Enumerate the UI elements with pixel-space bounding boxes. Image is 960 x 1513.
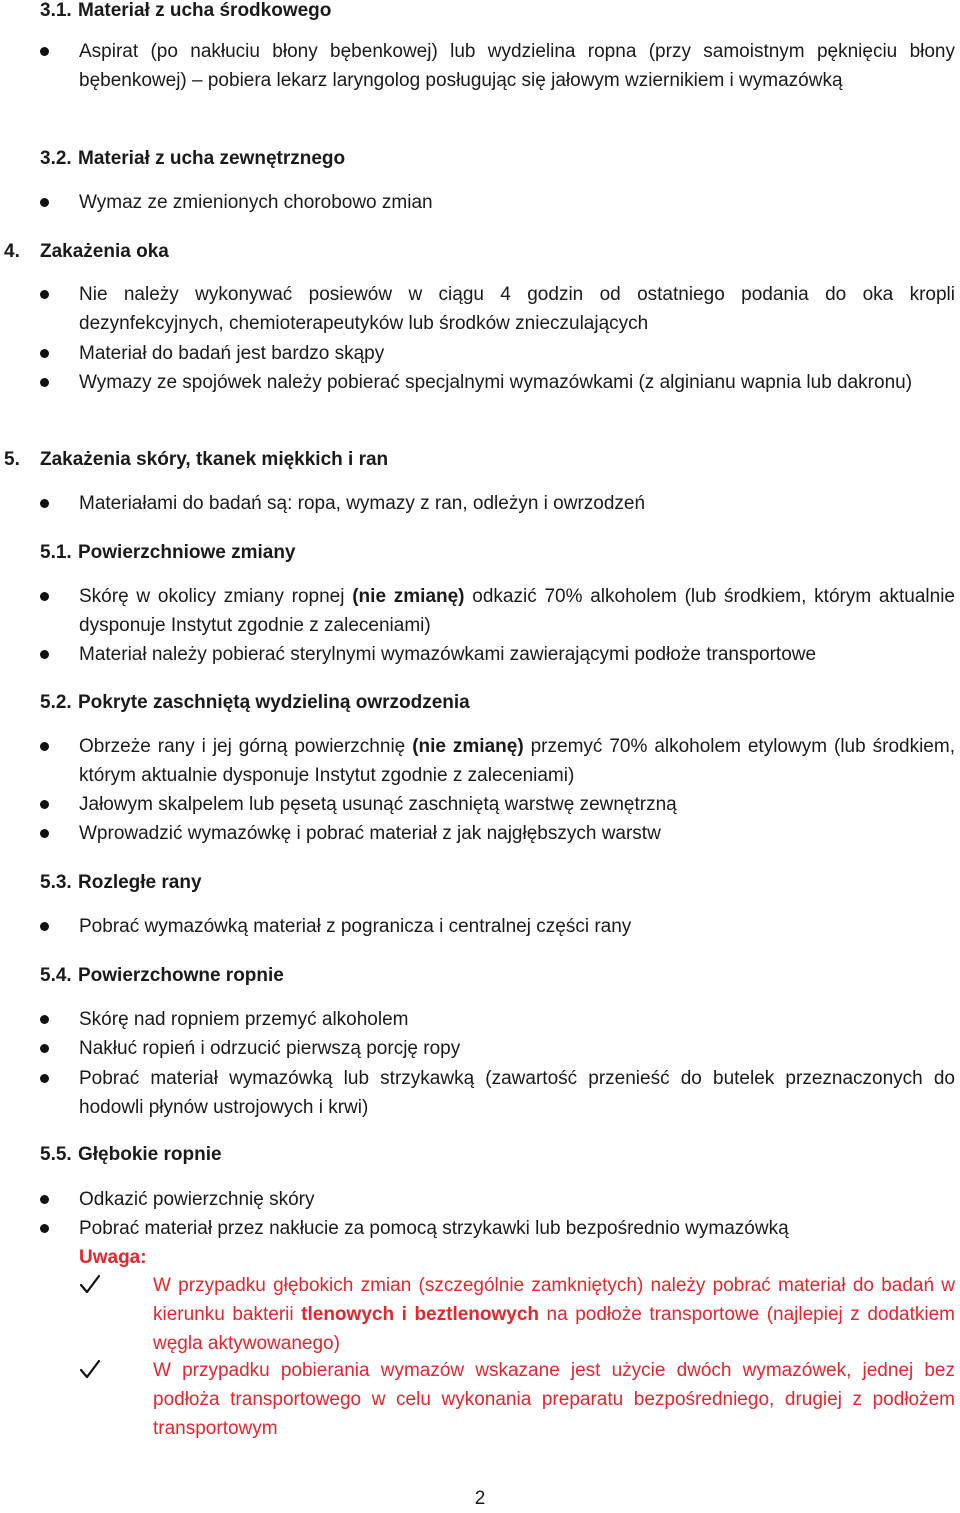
- list-item: Wymaz ze zmienionych chorobowo zmian: [79, 192, 433, 213]
- list-item: Skórę w okolicy zmiany ropnej (nie zmianę) odkazić 70% alkoholem (lub środkiem, którym aktualnie dysponuje Instytut zgodnie z zaleceniami): [79, 586, 955, 636]
- list-item: Nie należy wykonywać posiewów w ciągu 4 godzin od ostatniego podania do oka kropli dezynfekcyjnych, chemioterapeutyków lub środków znieczulających: [79, 284, 955, 334]
- bullet-icon: [40, 198, 49, 207]
- note-item: W przypadku pobierania wymazów wskazane jest użycie dwóch wymazówek, jednej bez podłoża transportowego w celu wykonania preparatu bezpośredniego, drugiej z podłożem transportowym: [153, 1360, 955, 1439]
- list-item: Materiałami do badań są: ropa, wymazy z ran, odleżyn i owrzodzeń: [79, 493, 646, 514]
- bullet-icon: [40, 829, 49, 838]
- bullet-icon: [40, 349, 49, 358]
- list-item: Wprowadzić wymazówkę i pobrać materiał z jak najgłębszych warstw: [79, 823, 661, 844]
- list-item: Aspirat (po nakłuciu błony bębenkowej) lub wydzielina ropna (przy samoistnym pęknięciu błony bębenkowej) – pobiera lekarz laryngolog posługując się jałowym wziernikiem i wymazówką: [79, 41, 955, 91]
- list-item: Pobrać materiał wymazówką lub strzykawką (zawartość przenieść do butelek przeznaczonych do hodowli płynów ustrojowych i krwi): [79, 1068, 955, 1118]
- bullet-icon: [40, 378, 49, 387]
- bullet-icon: [40, 1224, 49, 1233]
- heading-5: 5. Zakażenia skóry, tkanek miękkich i ran: [4, 449, 389, 470]
- bullet-icon: [40, 1015, 49, 1024]
- bullet-icon: [40, 592, 49, 601]
- list-item: Nakłuć ropień i odrzucić pierwszą porcję ropy: [79, 1038, 461, 1059]
- list-item: Materiał należy pobierać sterylnymi wymazówkami zawierającymi podłoże transportowe: [79, 644, 817, 665]
- list-item: Skórę nad ropniem przemyć alkoholem: [79, 1009, 409, 1030]
- bullet-icon: [40, 800, 49, 809]
- heading-5-1: 5.1. Powierzchniowe zmiany: [40, 542, 296, 563]
- heading-4: 4. Zakażenia oka: [4, 241, 169, 262]
- checkmark-icon: [79, 1358, 101, 1380]
- list-item: Wymazy ze spojówek należy pobierać specjalnymi wymazówkami (z alginianu wapnia lub dakronu): [79, 372, 913, 393]
- checkmark-icon: [79, 1273, 101, 1295]
- list-item: Obrzeże rany i jej górną powierzchnię (nie zmianę) przemyć 70% alkoholem etylowym (lub środkiem, którym aktualnie dysponuje Instytut zgodnie z zaleceniami): [79, 736, 955, 786]
- bullet-icon: [40, 922, 49, 931]
- bullet-icon: [40, 47, 49, 56]
- list-item: Jałowym skalpelem lub pęsetą usunąć zaschniętą warstwę zewnętrzną: [79, 794, 677, 815]
- bullet-icon: [40, 1074, 49, 1083]
- heading-5-2: 5.2. Pokryte zaschniętą wydzieliną owrzodzenia: [40, 692, 470, 713]
- bullet-icon: [40, 290, 49, 299]
- list-item: Pobrać wymazówką materiał z pogranicza i centralnej części rany: [79, 916, 632, 937]
- list-item: Odkazić powierzchnię skóry: [79, 1189, 315, 1210]
- list-item: Pobrać materiał przez nakłucie za pomocą strzykawki lub bezpośrednio wymazówką: [79, 1218, 789, 1239]
- bullet-icon: [40, 650, 49, 659]
- bullet-icon: [40, 499, 49, 508]
- heading-5-4: 5.4. Powierzchowne ropnie: [40, 965, 284, 986]
- bullet-icon: [40, 742, 49, 751]
- heading-3-1: 3.1. Materiał z ucha środkowego: [40, 0, 332, 21]
- note-item: W przypadku głębokich zmian (szczególnie zamkniętych) należy pobrać materiał do badań w kierunku bakterii tlenowych i beztlenowych na podłoże transportowe (najlepiej z dodatkiem węgla aktywowanego): [153, 1275, 956, 1354]
- page-number: 2: [474, 1488, 486, 1509]
- note-label: Uwaga:: [79, 1247, 147, 1268]
- bullet-icon: [40, 1044, 49, 1053]
- heading-5-3: 5.3. Rozległe rany: [40, 872, 202, 893]
- list-item: Materiał do badań jest bardzo skąpy: [79, 343, 385, 364]
- bullet-icon: [40, 1195, 49, 1204]
- heading-5-5: 5.5. Głębokie ropnie: [40, 1144, 222, 1165]
- heading-3-2: 3.2. Materiał z ucha zewnętrznego: [40, 148, 346, 169]
